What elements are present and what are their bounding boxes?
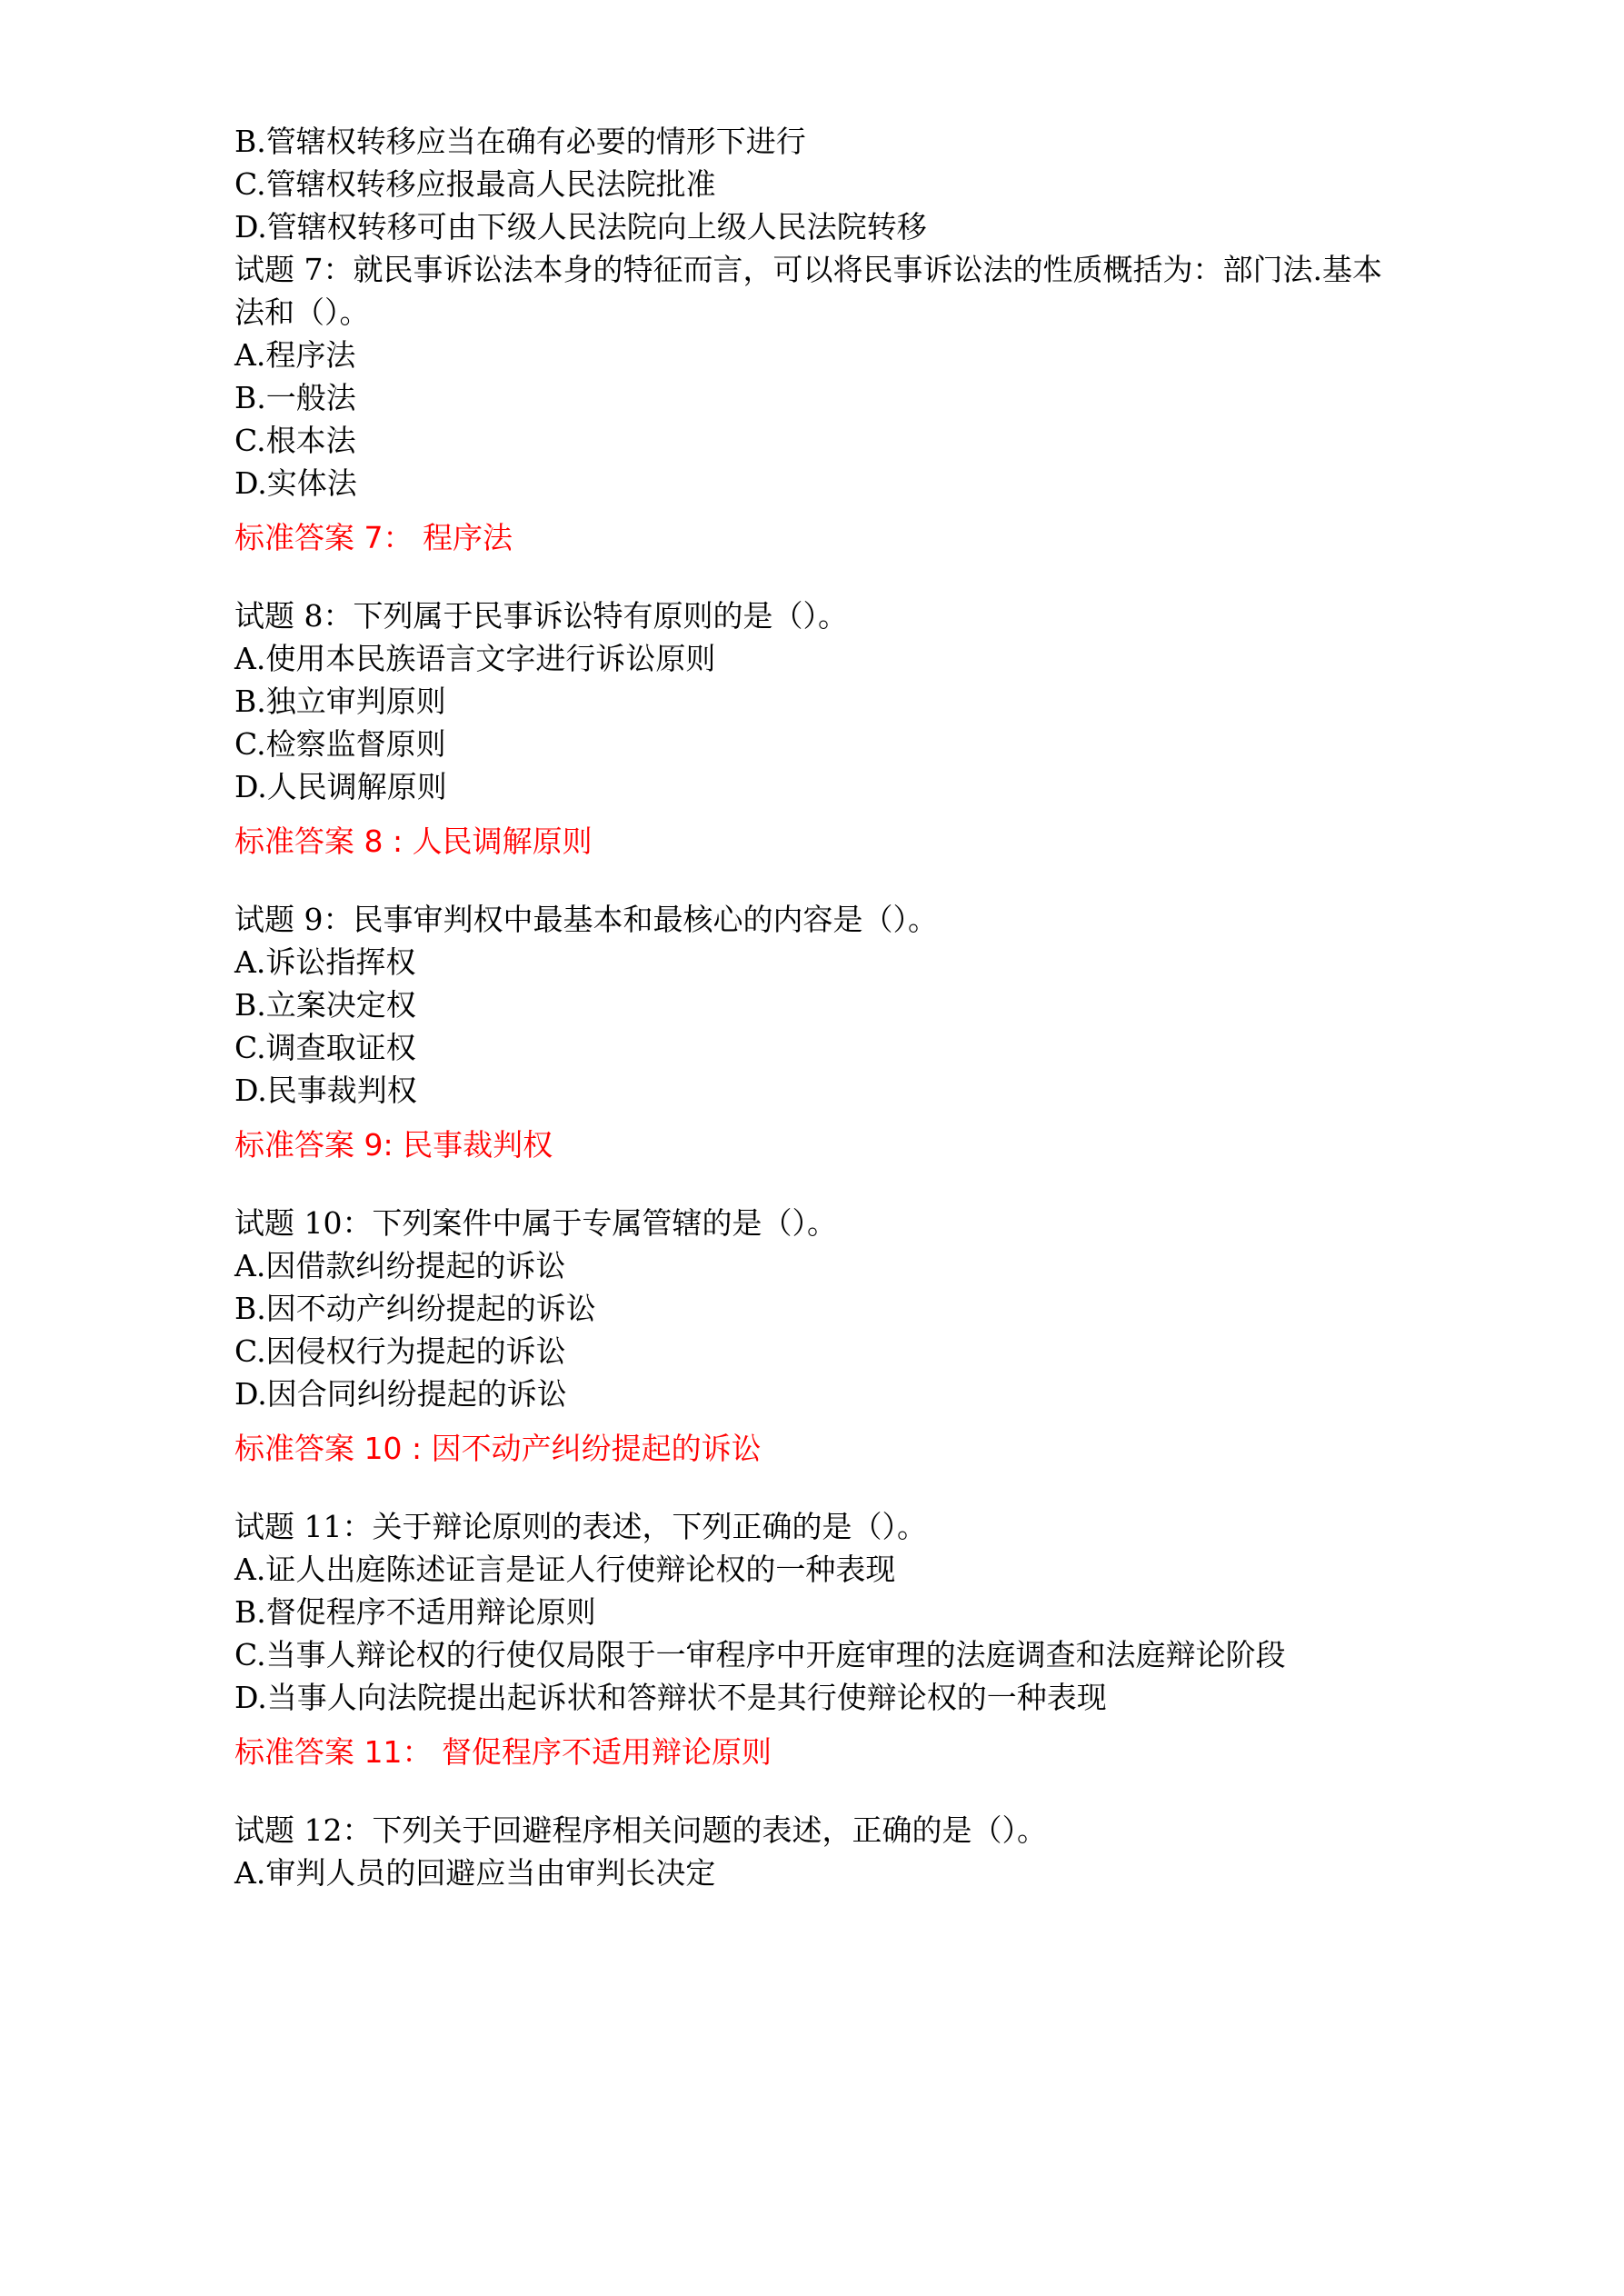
standard-answer: 标准答案 8 : 人民调解原则 — [234, 824, 593, 859]
option-line: C.根本法 — [234, 423, 356, 458]
option-line: D.因合同纠纷提起的诉讼 — [234, 1376, 567, 1412]
option-line: B.因不动产纠纷提起的诉讼 — [234, 1291, 596, 1326]
option-line: D.实体法 — [234, 465, 357, 501]
document-page — [234, 120, 1416, 1894]
standard-answer: 标准答案 10 : 因不动产纠纷提起的诉讼 — [234, 1431, 762, 1466]
option-line: C.检察监督原则 — [234, 726, 446, 762]
option-line: D.人民调解原则 — [234, 769, 447, 804]
question-12 — [234, 1809, 1416, 1894]
option-line: A.诉讼指挥权 — [234, 944, 416, 980]
option-line: D.管辖权转移可由下级人民法院向上级人民法院转移 — [234, 209, 927, 245]
question-stem: 试题 10：下列案件中属于专属管辖的是（）。 — [234, 1205, 837, 1241]
option-line: C.因侵权行为提起的诉讼 — [234, 1333, 566, 1369]
standard-answer: 标准答案 9: 民事裁判权 — [234, 1127, 553, 1163]
question-stem: 试题 7：就民事诉讼法本身的特征而言，可以将民事诉讼法的性质概括为：部门法.基本法和（）。 — [234, 252, 1382, 330]
option-line: C.调查取证权 — [234, 1030, 416, 1065]
option-line: C.当事人辩论权的行使仅局限于一审程序中开庭审理的法庭调查和法庭辩论阶段 — [234, 1637, 1286, 1672]
option-line: B.立案决定权 — [234, 987, 416, 1023]
option-line: A.因借款纠纷提起的诉讼 — [234, 1248, 566, 1283]
option-line: A.使用本民族语言文字进行诉讼原则 — [234, 641, 716, 676]
option-line: A.证人出庭陈述证言是证人行使辩论权的一种表现 — [234, 1552, 896, 1587]
option-line: D.当事人向法院提出起诉状和答辩状不是其行使辩论权的一种表现 — [234, 1680, 1107, 1715]
question-stem: 试题 8：下列属于民事诉讼特有原则的是（）。 — [234, 598, 848, 634]
standard-answer: 标准答案 7： 程序法 — [234, 520, 513, 555]
option-line: B.独立审判原则 — [234, 684, 446, 719]
option-line: C.管辖权转移应报最高人民法院批准 — [234, 166, 716, 202]
option-line: A.程序法 — [234, 337, 356, 373]
standard-answer: 标准答案 11： 督促程序不适用辩论原则 — [234, 1734, 772, 1770]
previous-question-options — [234, 120, 1416, 248]
question-8 — [234, 594, 1416, 863]
question-9 — [234, 898, 1416, 1167]
option-line: D.民事裁判权 — [234, 1073, 417, 1108]
option-line: B.督促程序不适用辩论原则 — [234, 1594, 596, 1630]
option-line: A.审判人员的回避应当由审判长决定 — [234, 1855, 716, 1891]
question-7 — [234, 248, 1416, 560]
option-line: B.一般法 — [234, 380, 356, 415]
question-stem: 试题 11：关于辩论原则的表述，下列正确的是（）。 — [234, 1509, 927, 1544]
question-11 — [234, 1505, 1416, 1774]
question-10 — [234, 1202, 1416, 1471]
question-stem: 试题 9：民事审判权中最基本和最核心的内容是（）。 — [234, 902, 938, 937]
option-line: B.管辖权转移应当在确有必要的情形下进行 — [234, 124, 806, 159]
question-stem: 试题 12：下列关于回避程序相关问题的表述，正确的是（）。 — [234, 1812, 1047, 1848]
